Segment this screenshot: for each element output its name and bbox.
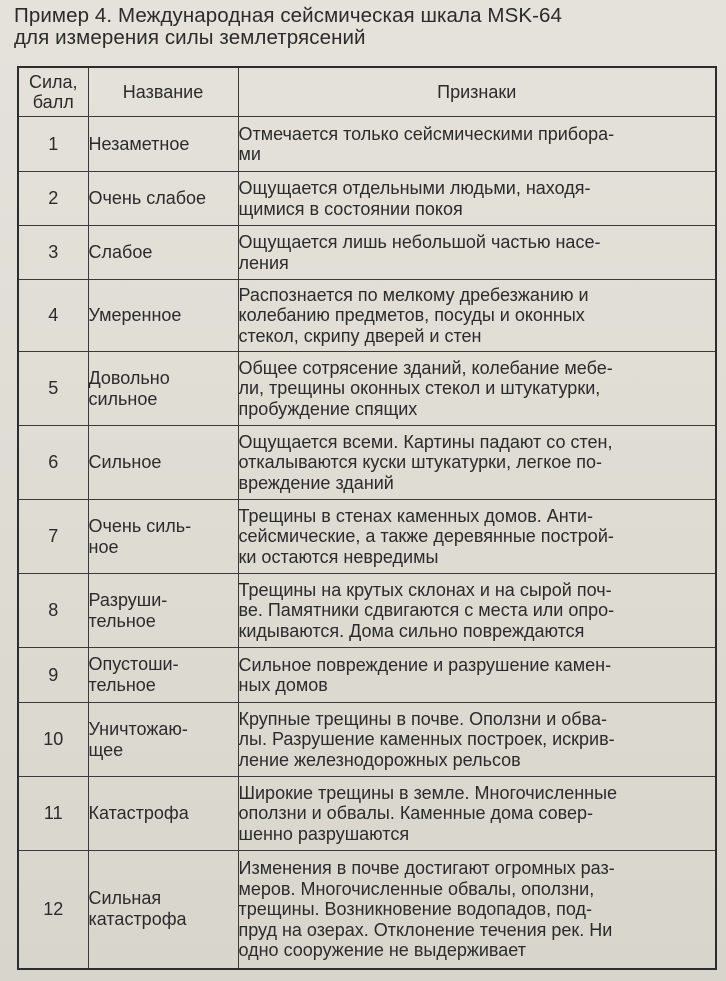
header-name: Название — [88, 67, 238, 117]
table-row — [18, 426, 716, 500]
table-row — [18, 703, 716, 777]
page-title — [14, 5, 714, 49]
cell-signs: Изменения в почве достигают огромных раз- меров. Многочисленные обвалы, оползни, трещины. Возникновение водопадов, под- пруд на озерах. Отклонение течения рек. Ни одно сооружение не выдерживает — [238, 851, 716, 969]
seismic-scale-table — [17, 66, 717, 970]
cell-force: 7 — [18, 500, 88, 574]
cell-signs: Общее сотрясение зданий, колебание мебе- ли, трещины оконных стекол и штукатурки, пробуждение спящих — [238, 352, 716, 426]
name-text: Опустоши- тельное — [88, 654, 179, 695]
table-header-row — [18, 67, 716, 117]
name-text: Незаметное — [88, 133, 190, 154]
cell-signs: Ощущается лишь небольшой частью насе- ления — [238, 226, 716, 280]
cell-force: 9 — [18, 648, 88, 703]
cell-force: 10 — [18, 703, 88, 777]
cell-name — [88, 703, 238, 777]
name-text: Очень силь- ное — [88, 515, 192, 557]
cell-signs: Распознается по мелкому дребезжанию и колебанию предметов, посуды и оконных стекол, скрипу дверей и стен — [238, 280, 716, 352]
name-text: Очень слабое — [88, 188, 207, 208]
table-row — [18, 777, 716, 851]
cell-signs: Трещины на крутых склонах и на сырой поч- ве. Памятники сдвигаются с места или опро- кидываются. Дома сильно повреждаются — [238, 574, 716, 648]
cell-force: 5 — [18, 352, 88, 426]
name-text: Сильное — [88, 452, 162, 472]
cell-force: 1 — [18, 117, 88, 172]
cell-force: 12 — [18, 851, 88, 969]
name-text: Слабое — [88, 242, 153, 262]
cell-force: 4 — [18, 280, 88, 352]
title-line-1: Пример 4. Международная сейсмическая шкала MSK-64 — [14, 4, 563, 27]
cell-name — [88, 426, 238, 500]
cell-name — [88, 648, 238, 703]
table-row — [18, 500, 716, 574]
header-force: Сила, балл — [18, 67, 88, 117]
table-row — [18, 851, 716, 969]
table-row — [18, 280, 716, 352]
name-text: Уничтожаю- щее — [88, 718, 188, 760]
cell-name — [88, 280, 238, 352]
name-text: Сильная катастрофа — [88, 888, 187, 930]
cell-force: 6 — [18, 426, 88, 500]
cell-signs: Трещины в стенах каменных домов. Анти- сейсмические, а также деревянные построй- ки остаются невредимы — [238, 500, 716, 574]
header-signs: Признаки — [238, 67, 716, 117]
table-row — [18, 574, 716, 648]
cell-name — [88, 226, 238, 280]
name-text: Разруши- тельное — [88, 589, 168, 631]
table-row — [18, 226, 716, 280]
name-text: Довольно сильное — [88, 367, 170, 409]
cell-name — [88, 117, 238, 172]
cell-name — [88, 500, 238, 574]
cell-signs: Крупные трещины в почве. Оползни и обва- лы. Разрушение каменных построек, искрив- ление железнодорожных рельсов — [238, 703, 716, 777]
cell-name — [88, 574, 238, 648]
name-text: Умеренное — [88, 305, 182, 325]
table-row — [18, 648, 716, 703]
cell-signs: Отмечается только сейсмическими прибора- ми — [238, 117, 716, 172]
cell-force: 2 — [18, 172, 88, 226]
cell-force: 3 — [18, 226, 88, 280]
cell-name — [88, 172, 238, 226]
name-text: Катастрофа — [88, 803, 189, 823]
title-line-2: для измерения силы землетрясений — [14, 26, 366, 49]
cell-signs: Широкие трещины в земле. Многочисленные оползни и обвалы. Каменные дома совер- шенно разрушаются — [238, 777, 716, 851]
table-row — [18, 172, 716, 226]
cell-force: 11 — [18, 777, 88, 851]
cell-signs: Ощущается всеми. Картины падают со стен, откалываются куски штукатурки, легкое по- вреждение зданий — [238, 426, 716, 500]
table-row — [18, 117, 716, 172]
cell-force: 8 — [18, 574, 88, 648]
table-row — [18, 352, 716, 426]
cell-signs: Ощущается отдельными людьми, находя- щимися в состоянии покоя — [238, 172, 716, 226]
cell-name — [88, 352, 238, 426]
cell-signs: Сильное повреждение и разрушение камен- ных домов — [238, 648, 716, 703]
cell-name — [88, 851, 238, 969]
cell-name — [88, 777, 238, 851]
